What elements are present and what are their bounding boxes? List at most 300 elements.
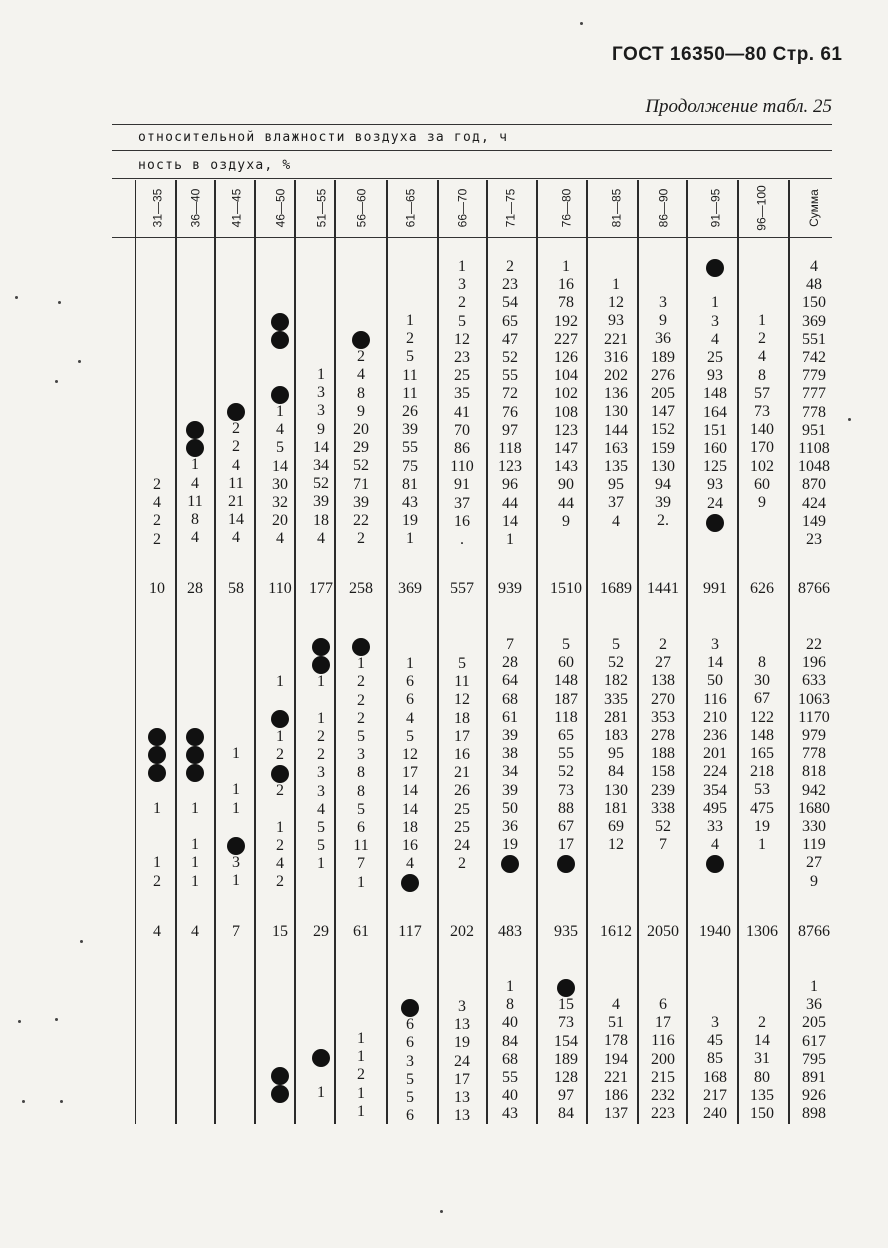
table-cell: 1 xyxy=(758,836,766,853)
table-cell: 17 xyxy=(454,727,470,745)
table-cell: 158 xyxy=(651,763,675,781)
table-cell: 151 xyxy=(703,421,727,439)
table-cell: 20 xyxy=(272,512,288,530)
table-cell: 29 xyxy=(353,439,369,457)
table-cell: 898 xyxy=(802,1105,826,1123)
less-than-half-marker-icon xyxy=(227,403,245,421)
table-cell: 55 xyxy=(558,745,574,763)
table-cell: 2 xyxy=(357,1066,365,1084)
table-cell: 17 xyxy=(402,764,418,782)
table-cell: 3 xyxy=(458,998,466,1015)
table-cell: 95 xyxy=(608,745,624,763)
column-total: 29 xyxy=(313,923,329,940)
table-cell: 86 xyxy=(454,440,470,457)
table-cell: 75 xyxy=(402,457,418,475)
table-cell: 123 xyxy=(498,458,522,476)
column-total: 1306 xyxy=(746,923,778,940)
less-than-half-marker-icon xyxy=(557,855,575,873)
table-cell: 18 xyxy=(402,818,418,836)
table-cell: 4 xyxy=(232,456,240,474)
table-cell: 1 xyxy=(711,294,719,312)
table-cell: 2 xyxy=(758,1014,766,1031)
table-cell: 5 xyxy=(276,439,284,457)
table-cell: 1 xyxy=(191,872,199,890)
table-cell: 30 xyxy=(754,672,770,690)
less-than-half-marker-icon xyxy=(227,837,245,855)
table-cell: 1 xyxy=(232,781,240,799)
table-cell: 61 xyxy=(502,708,518,726)
table-heading-row-1: относительной влажности воздуха за год, ч xyxy=(138,130,509,145)
column-header-label: 51—55 xyxy=(313,188,328,228)
column-total: 557 xyxy=(450,580,474,597)
table-cell: 97 xyxy=(558,1087,574,1105)
less-than-half-marker-icon xyxy=(186,746,204,764)
table-cell: 1 xyxy=(458,258,466,275)
table-cell: 19 xyxy=(502,836,518,854)
table-cell: 33 xyxy=(707,818,723,835)
table-cell: 1 xyxy=(153,854,161,872)
table-cell: 72 xyxy=(502,385,518,403)
table-cell: 130 xyxy=(604,403,628,421)
table-cell: 64 xyxy=(502,672,518,690)
table-cell: 4 xyxy=(810,258,818,275)
column-divider xyxy=(334,180,336,1124)
table-cell: 116 xyxy=(703,690,727,708)
table-cell: 194 xyxy=(604,1050,628,1068)
scan-speck xyxy=(55,380,58,383)
column-total: 939 xyxy=(498,580,522,597)
table-cell: 23 xyxy=(502,276,518,294)
scan-speck xyxy=(15,296,18,299)
table-cell: 5 xyxy=(406,1089,414,1106)
table-cell: 44 xyxy=(558,494,574,512)
table-cell: 34 xyxy=(502,763,518,781)
table-cell: 137 xyxy=(604,1105,628,1123)
table-cell: 148 xyxy=(703,385,727,403)
table-cell: 14 xyxy=(402,782,418,800)
table-cell: 4 xyxy=(232,529,240,547)
table-cell: 1 xyxy=(317,673,325,691)
table-cell: 11 xyxy=(402,384,418,402)
column-header-label: 76—80 xyxy=(558,188,573,228)
table-cell: 2. xyxy=(657,512,669,530)
table-cell: 475 xyxy=(750,799,774,817)
table-cell: 1 xyxy=(357,655,365,673)
column-divider xyxy=(437,180,439,1124)
table-cell: 138 xyxy=(651,672,675,690)
table-cell: 154 xyxy=(554,1032,578,1050)
table-cell: 4 xyxy=(612,512,620,530)
table-cell: 205 xyxy=(651,385,675,402)
table-cell: 3 xyxy=(406,1052,414,1070)
column-divider xyxy=(788,180,790,1124)
less-than-half-marker-icon xyxy=(557,979,575,997)
table-cell: 135 xyxy=(750,1086,774,1104)
table-cell: 6 xyxy=(406,1107,414,1125)
column-header-label: 31—35 xyxy=(149,188,164,228)
table-cell: 2 xyxy=(153,476,161,493)
table-cell: 11 xyxy=(454,673,470,691)
table-cell: 353 xyxy=(651,708,675,726)
table-cell: 223 xyxy=(651,1105,675,1123)
table-cell: 163 xyxy=(604,439,628,457)
table-cell: 25 xyxy=(707,349,723,366)
column-total: 117 xyxy=(398,923,422,940)
table-cell: 2 xyxy=(357,673,365,691)
table-cell: 4 xyxy=(276,530,284,548)
table-cell: 8 xyxy=(191,511,199,528)
table-cell: 354 xyxy=(703,781,727,799)
table-cell: 18 xyxy=(313,511,329,529)
table-cell: 6 xyxy=(406,1034,414,1052)
scan-speck xyxy=(80,940,83,943)
table-cell: 1 xyxy=(191,799,199,817)
table-cell: 73 xyxy=(558,781,574,799)
table-heading-row-2: ность в оздуха, % xyxy=(138,158,292,173)
table-cell: 1 xyxy=(357,1102,365,1120)
table-cell: 7 xyxy=(506,636,514,653)
table-cell: 50 xyxy=(707,672,723,690)
table-cell: 52 xyxy=(608,654,624,672)
table-cell: 16 xyxy=(558,276,574,294)
less-than-half-marker-icon xyxy=(501,855,519,873)
table-cell: 91 xyxy=(454,476,470,494)
table-cell: 1048 xyxy=(798,458,830,476)
table-cell: 136 xyxy=(604,385,628,403)
table-cell: 2 xyxy=(232,420,240,438)
column-total: 369 xyxy=(398,580,422,597)
table-cell: 23 xyxy=(454,349,470,366)
column-divider xyxy=(536,180,538,1124)
table-cell: 979 xyxy=(802,727,826,744)
column-header xyxy=(341,180,381,236)
table-cell: 8 xyxy=(357,782,365,800)
table-cell: 73 xyxy=(754,403,770,420)
table-cell: 25 xyxy=(454,800,470,818)
table-cell: 217 xyxy=(703,1086,727,1104)
table-cell: 31 xyxy=(754,1050,770,1068)
table-cell: 24 xyxy=(707,494,723,512)
table-cell: 80 xyxy=(754,1068,770,1086)
table-cell: 13 xyxy=(454,1016,470,1034)
rule xyxy=(112,150,832,151)
table-cell: 778 xyxy=(802,403,826,421)
column-total: 1689 xyxy=(600,580,632,597)
table-cell: 96 xyxy=(502,476,518,494)
table-cell: 2 xyxy=(357,709,365,727)
table-cell: 5 xyxy=(406,727,414,745)
less-than-half-marker-icon xyxy=(401,999,419,1017)
table-cell: 68 xyxy=(502,1050,518,1068)
scan-speck xyxy=(55,1018,58,1021)
less-than-half-marker-icon xyxy=(148,728,166,746)
table-cell: 130 xyxy=(604,781,628,799)
table-cell: 150 xyxy=(750,1105,774,1122)
less-than-half-marker-icon xyxy=(352,331,370,349)
table-cell: 3 xyxy=(232,854,240,872)
table-cell: 67 xyxy=(754,690,770,708)
column-header-label: 66—70 xyxy=(454,188,469,228)
table-cell: 11 xyxy=(228,474,244,492)
column-header xyxy=(742,180,782,236)
less-than-half-marker-icon xyxy=(186,764,204,782)
table-cell: 3 xyxy=(711,1014,719,1031)
table-cell: 7 xyxy=(357,855,365,873)
column-total: 177 xyxy=(309,580,333,597)
table-cell: 17 xyxy=(558,836,574,854)
table-cell: 45 xyxy=(707,1032,723,1050)
table-cell: 147 xyxy=(554,440,578,457)
table-cell: 633 xyxy=(802,672,826,690)
table-cell: 30 xyxy=(272,475,288,493)
table-cell: 5 xyxy=(317,837,325,855)
table-cell: 78 xyxy=(558,294,574,312)
column-header-label: 36—40 xyxy=(187,188,202,228)
scan-speck xyxy=(848,418,851,421)
table-continuation-title: Продолжение табл. 25 xyxy=(645,96,832,117)
less-than-half-marker-icon xyxy=(271,313,289,331)
column-divider xyxy=(686,180,688,1124)
column-total: 7 xyxy=(232,923,240,940)
table-cell: 4 xyxy=(711,330,719,348)
table-cell: 3 xyxy=(317,764,325,782)
table-cell: 52 xyxy=(353,457,369,475)
column-total: 935 xyxy=(554,923,578,940)
column-header-label: 46—50 xyxy=(272,188,287,228)
table-cell: 94 xyxy=(655,476,671,493)
column-header-label: 86—90 xyxy=(655,188,670,228)
table-cell: 22 xyxy=(353,512,369,529)
table-cell: 6 xyxy=(406,673,414,691)
table-cell: 6 xyxy=(659,996,667,1013)
table-cell: 183 xyxy=(604,727,628,744)
table-cell: 21 xyxy=(454,764,470,782)
table-cell: 165 xyxy=(750,745,774,762)
table-cell: 52 xyxy=(313,475,329,493)
table-cell: 1 xyxy=(232,799,240,817)
table-cell: 26 xyxy=(402,403,418,420)
table-cell: 215 xyxy=(651,1068,675,1086)
table-cell: 39 xyxy=(313,493,329,511)
table-cell: 188 xyxy=(651,745,675,763)
table-cell: 942 xyxy=(802,781,826,799)
table-cell: 2 xyxy=(458,294,466,312)
table-cell: 12 xyxy=(608,836,624,854)
table-cell: 12 xyxy=(608,294,624,312)
page-header: ГОСТ 16350—80 Стр. 61 xyxy=(612,44,843,65)
table-cell: 43 xyxy=(502,1105,518,1123)
table-cell: 4 xyxy=(758,348,766,366)
table-cell: 55 xyxy=(502,1069,518,1086)
table-cell: 39 xyxy=(655,494,671,512)
table-cell: 926 xyxy=(802,1087,826,1105)
column-total: 2050 xyxy=(647,923,679,940)
scan-speck xyxy=(440,1210,443,1213)
table-cell: 205 xyxy=(802,1014,826,1032)
table-cell: 240 xyxy=(703,1105,727,1122)
table-cell: 16 xyxy=(454,746,470,763)
table-cell: 5 xyxy=(357,728,365,745)
table-cell: 14 xyxy=(402,800,418,818)
table-cell: 2 xyxy=(276,836,284,854)
table-cell: 76 xyxy=(502,403,518,421)
table-cell: 55 xyxy=(502,367,518,385)
column-header xyxy=(390,180,430,236)
table-cell: 144 xyxy=(604,421,628,439)
table-cell: 2 xyxy=(659,636,667,653)
column-total: 8766 xyxy=(798,923,830,940)
table-cell: 19 xyxy=(454,1034,470,1052)
table-cell: 210 xyxy=(703,708,727,726)
column-total: 4 xyxy=(191,923,199,940)
table-cell: 1 xyxy=(276,818,284,836)
table-cell: 125 xyxy=(703,458,727,476)
table-cell: 2 xyxy=(357,691,365,709)
column-total: 28 xyxy=(187,580,203,597)
table-cell: 1 xyxy=(406,312,414,329)
less-than-half-marker-icon xyxy=(186,439,204,457)
less-than-half-marker-icon xyxy=(312,638,330,656)
column-total: 1612 xyxy=(600,923,632,940)
table-cell: 122 xyxy=(750,708,774,726)
table-cell: 3 xyxy=(458,276,466,294)
table-cell: 126 xyxy=(554,349,578,366)
column-header-row xyxy=(0,180,888,236)
less-than-half-marker-icon xyxy=(148,764,166,782)
column-total: 202 xyxy=(450,923,474,940)
table-cell: 189 xyxy=(651,348,675,366)
table-cell: 17 xyxy=(655,1014,671,1032)
table-cell: 110 xyxy=(450,458,474,476)
table-cell: 5 xyxy=(612,636,620,653)
table-cell: 93 xyxy=(707,476,723,494)
column-total: 4 xyxy=(153,923,161,940)
table-cell: 119 xyxy=(802,836,826,854)
table-cell: 38 xyxy=(502,745,518,763)
column-total: 991 xyxy=(703,580,727,597)
column-total: 1441 xyxy=(647,580,679,597)
table-cell: 27 xyxy=(655,654,671,672)
table-cell: 227 xyxy=(554,330,578,348)
table-cell: 1 xyxy=(506,531,514,548)
table-cell: 7 xyxy=(659,836,667,854)
table-cell: 2 xyxy=(317,746,325,764)
column-header xyxy=(643,180,683,236)
table-cell: 68 xyxy=(502,690,518,708)
table-cell: 192 xyxy=(554,312,578,330)
table-cell: 95 xyxy=(608,476,624,494)
table-cell: 52 xyxy=(502,349,518,366)
table-cell: 123 xyxy=(554,421,578,439)
table-cell: 25 xyxy=(454,818,470,836)
table-cell: 4 xyxy=(276,421,284,439)
less-than-half-marker-icon xyxy=(186,421,204,439)
table-cell: 201 xyxy=(703,745,727,763)
table-cell: 1 xyxy=(506,978,514,995)
column-divider xyxy=(386,180,388,1124)
column-total: 483 xyxy=(498,923,522,940)
table-cell: 1 xyxy=(317,366,325,383)
scan-speck xyxy=(60,1100,63,1103)
scan-speck xyxy=(58,301,61,304)
table-cell: 170 xyxy=(750,439,774,457)
table-cell: 951 xyxy=(802,421,826,439)
table-cell: 6 xyxy=(357,819,365,836)
table-cell: 34 xyxy=(313,457,329,474)
table-cell: 11 xyxy=(187,492,203,510)
table-cell: 338 xyxy=(651,799,675,817)
rule xyxy=(112,124,832,125)
column-header xyxy=(596,180,636,236)
table-cell: 159 xyxy=(651,439,675,457)
table-cell: 779 xyxy=(802,367,826,385)
table-cell: 276 xyxy=(651,366,675,384)
table-cell: 17 xyxy=(454,1070,470,1088)
table-cell: 84 xyxy=(558,1105,574,1123)
table-cell: 9 xyxy=(357,402,365,420)
table-cell: 5 xyxy=(458,655,466,672)
table-cell: 16 xyxy=(454,512,470,530)
table-cell: 15 xyxy=(558,996,574,1014)
table-cell: 778 xyxy=(802,745,826,763)
table-cell: 232 xyxy=(651,1087,675,1104)
table-cell: 24 xyxy=(454,1052,470,1070)
table-cell: 14 xyxy=(754,1032,770,1050)
table-cell: 36 xyxy=(806,996,822,1014)
table-cell: 1 xyxy=(232,872,240,890)
table-cell: 330 xyxy=(802,818,826,835)
table-cell: 202 xyxy=(604,367,628,384)
table-cell: 14 xyxy=(502,512,518,530)
column-header-label: 71—75 xyxy=(502,188,517,228)
table-cell: 221 xyxy=(604,330,628,348)
less-than-half-marker-icon xyxy=(271,710,289,728)
table-cell: 8 xyxy=(758,366,766,384)
table-cell: 12 xyxy=(402,746,418,763)
table-cell: 196 xyxy=(802,654,826,672)
table-cell: 4 xyxy=(153,494,161,512)
table-cell: 148 xyxy=(750,726,774,744)
table-cell: 65 xyxy=(558,727,574,744)
scan-speck xyxy=(78,360,81,363)
table-cell: 81 xyxy=(402,475,418,493)
table-cell: 140 xyxy=(750,421,774,439)
table-cell: 71 xyxy=(353,475,369,493)
scan-speck xyxy=(18,1020,21,1023)
table-cell: 90 xyxy=(558,476,574,494)
table-cell: 4 xyxy=(711,836,719,854)
table-cell: 55 xyxy=(402,439,418,457)
table-cell: 36 xyxy=(502,818,518,835)
column-divider xyxy=(135,180,136,1124)
table-cell: 236 xyxy=(703,727,727,744)
table-cell: 53 xyxy=(754,781,770,799)
table-cell: 8 xyxy=(357,764,365,782)
table-cell: 168 xyxy=(703,1068,727,1086)
less-than-half-marker-icon xyxy=(271,1067,289,1085)
column-header-label: 91—95 xyxy=(707,188,722,228)
table-cell: 149 xyxy=(802,512,826,530)
table-cell: 316 xyxy=(604,348,628,366)
table-cell: 181 xyxy=(604,799,628,817)
table-cell: 187 xyxy=(554,690,578,708)
table-cell: 40 xyxy=(502,1087,518,1105)
table-cell: 52 xyxy=(655,818,671,835)
table-cell: 57 xyxy=(754,384,770,402)
table-cell: 8 xyxy=(357,384,365,402)
table-cell: 3 xyxy=(659,294,667,311)
table-cell: 818 xyxy=(802,763,826,781)
